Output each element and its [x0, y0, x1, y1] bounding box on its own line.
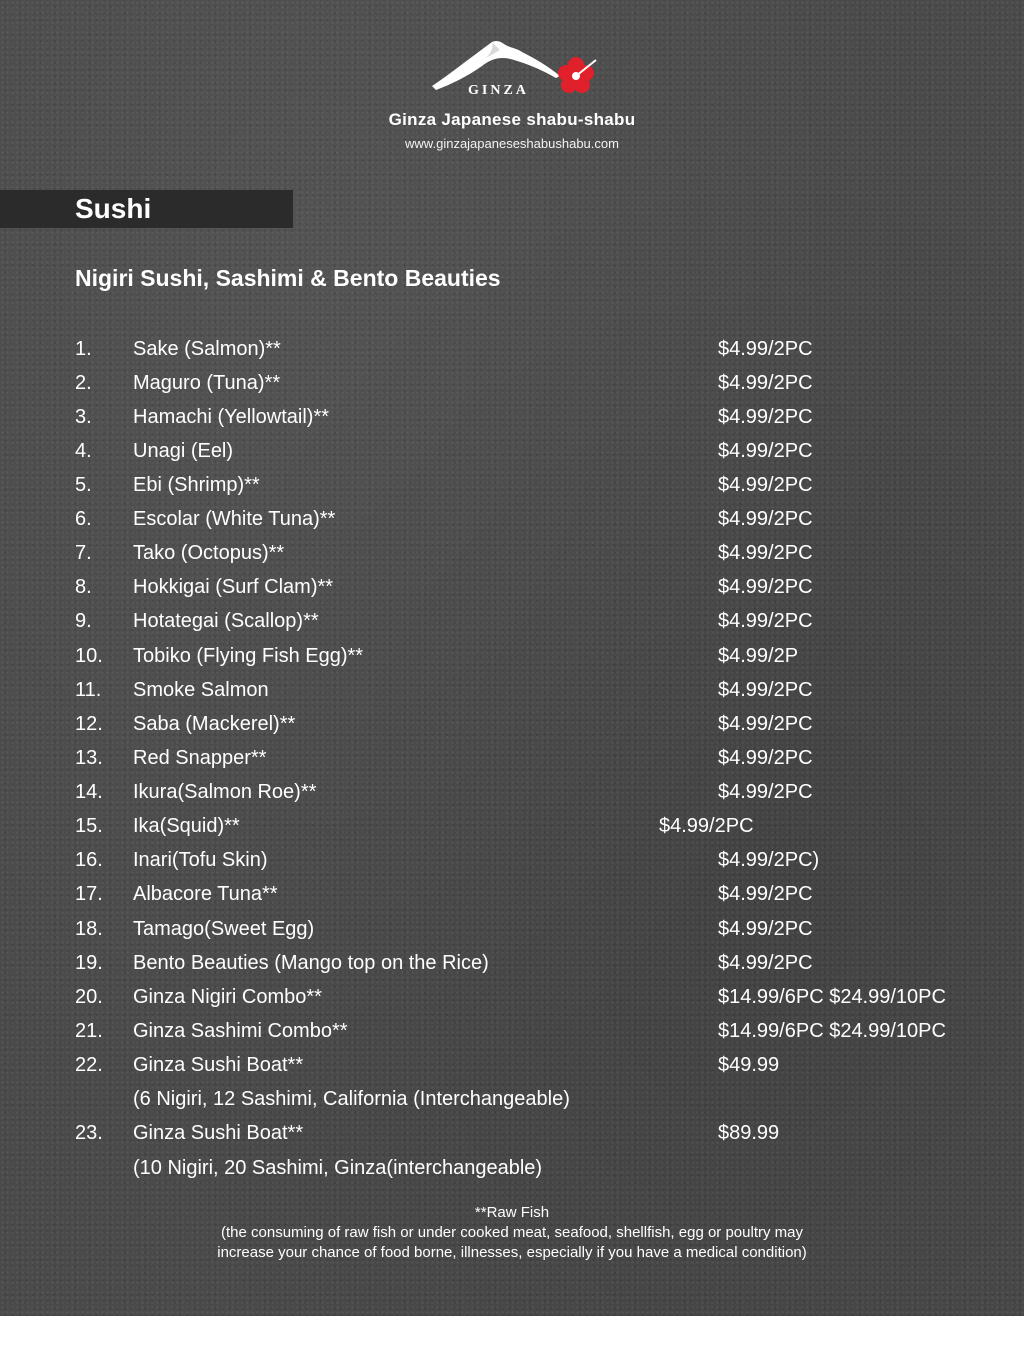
- item-number: 9.: [75, 610, 92, 632]
- menu-item: [0, 813, 1024, 839]
- item-number: 3.: [75, 406, 92, 428]
- item-number: 16.: [75, 849, 103, 871]
- item-name: Saba (Mackerel)**: [133, 713, 296, 735]
- item-number: 20.: [75, 986, 103, 1008]
- menu-item: [0, 677, 1024, 703]
- item-number: 14.: [75, 781, 103, 803]
- menu-item: [0, 574, 1024, 600]
- item-name: Maguro (Tuna)**: [133, 372, 281, 394]
- item-number: 11.: [75, 679, 102, 701]
- menu-item: [0, 779, 1024, 805]
- item-number: 22.: [75, 1054, 103, 1076]
- item-price: $4.99/2PC: [718, 918, 813, 940]
- item-name: Ika(Squid)**: [133, 815, 240, 837]
- item-number: 1.: [75, 338, 92, 360]
- item-name: Albacore Tuna**: [133, 883, 278, 905]
- item-price: $4.99/2PC: [718, 576, 813, 598]
- menu-item: [0, 404, 1024, 430]
- item-number: 19.: [75, 952, 103, 974]
- item-name: Ikura(Salmon Roe)**: [133, 781, 317, 803]
- item-number: 15.: [75, 815, 103, 837]
- item-name: Tobiko (Flying Fish Egg)**: [133, 645, 364, 667]
- item-price: $4.99/2PC: [718, 406, 813, 428]
- item-name: Unagi (Eel): [133, 440, 234, 462]
- item-price: $4.99/2PC: [718, 508, 813, 530]
- item-name: Smoke Salmon: [133, 679, 269, 701]
- menu-item: [0, 745, 1024, 771]
- item-price: $89.99: [718, 1122, 780, 1144]
- menu-item: [0, 847, 1024, 873]
- website-url: www.ginzajapaneseshabushabu.com: [405, 136, 619, 151]
- item-name: Hotategai (Scallop)**: [133, 610, 319, 632]
- item-name: Hamachi (Yellowtail)**: [133, 406, 330, 428]
- item-name: Ginza Nigiri Combo**: [133, 986, 322, 1008]
- item-number: 7.: [75, 542, 92, 564]
- logo-text: GINZA: [468, 83, 529, 98]
- menu-item: [0, 881, 1024, 907]
- item-name: Red Snapper**: [133, 747, 267, 769]
- item-name: Ebi (Shrimp)**: [133, 474, 260, 496]
- footnote-title: **Raw Fish: [474, 1204, 550, 1221]
- item-price: $4.99/2PC: [718, 610, 813, 632]
- item-price: $4.99/2PC: [718, 781, 813, 803]
- item-price: $4.99/2PC: [718, 713, 813, 735]
- item-price: $14.99/6PC $24.99/10PC: [718, 1020, 946, 1042]
- menu-item: [0, 950, 1024, 976]
- item-name: Inari(Tofu Skin): [133, 849, 268, 871]
- item-number: 13.: [75, 747, 103, 769]
- item-name: Ginza Sushi Boat**: [133, 1054, 304, 1076]
- item-name: Ginza Sushi Boat**: [133, 1122, 304, 1144]
- item-price: $4.99/2P: [718, 645, 799, 667]
- menu-item: [0, 643, 1024, 669]
- menu-item: [0, 1120, 1024, 1146]
- item-name: Ginza Sashimi Combo**: [133, 1020, 348, 1042]
- item-number: 6.: [75, 508, 92, 530]
- menu-item: [0, 472, 1024, 498]
- raw-fish-footnote: [0, 1203, 1024, 1263]
- item-number: 12.: [75, 713, 103, 735]
- item-number: 4.: [75, 440, 92, 462]
- item-price: $4.99/2PC: [659, 815, 754, 837]
- section-subtitle: Nigiri Sushi, Sashimi & Bento Beauties: [75, 265, 501, 291]
- item-number: 21.: [75, 1020, 103, 1042]
- item-price: $4.99/2PC: [718, 338, 813, 360]
- item-price: $4.99/2PC: [718, 747, 813, 769]
- item-number: 8.: [75, 576, 92, 598]
- footnote-warning-line-1: (the consuming of raw fish or under cooked meat, seafood, shellfish, egg or poultry may: [221, 1224, 803, 1241]
- item-price: $4.99/2PC: [718, 883, 813, 905]
- item-price: $14.99/6PC $24.99/10PC: [718, 986, 946, 1008]
- menu-item: [0, 608, 1024, 634]
- item-price: $4.99/2PC: [718, 372, 813, 394]
- brand-name: Ginza Japanese shabu-shabu: [388, 110, 636, 129]
- item-price: $4.99/2PC: [718, 952, 813, 974]
- menu-item: [0, 711, 1024, 737]
- section-title: Sushi: [75, 193, 152, 224]
- item-price: $4.99/2PC): [718, 849, 820, 871]
- item-name: Hokkigai (Surf Clam)**: [133, 576, 334, 598]
- item-number: 17.: [75, 883, 103, 905]
- item-price: $49.99: [718, 1054, 780, 1076]
- item-price: $4.99/2PC: [718, 542, 813, 564]
- item-price: $4.99/2PC: [718, 679, 813, 701]
- item-name: Tako (Octopus)**: [133, 542, 285, 564]
- menu-item: [0, 1018, 1024, 1044]
- menu-item: [0, 540, 1024, 566]
- item-name: Bento Beauties (Mango top on the Rice): [133, 952, 489, 974]
- menu-item: [0, 984, 1024, 1010]
- item-note: (6 Nigiri, 12 Sashimi, California (Interchangeable): [133, 1088, 570, 1110]
- menu-item: [0, 370, 1024, 396]
- footnote-warning-line-2: increase your chance of food borne, illnesses, especially if you have a medical condition): [217, 1244, 807, 1261]
- item-price: $4.99/2PC: [718, 474, 813, 496]
- item-number: 23.: [75, 1122, 103, 1144]
- menu-item: [0, 1052, 1024, 1078]
- item-number: 18.: [75, 918, 103, 940]
- item-name: Sake (Salmon)**: [133, 338, 281, 360]
- item-name: Escolar (White Tuna)**: [133, 508, 336, 530]
- menu-item: [0, 336, 1024, 362]
- item-number: 10.: [75, 645, 103, 667]
- item-name: Tamago(Sweet Egg): [133, 918, 315, 940]
- item-number: 2.: [75, 372, 92, 394]
- item-number: 5.: [75, 474, 92, 496]
- item-price: $4.99/2PC: [718, 440, 813, 462]
- menu-item: [0, 506, 1024, 532]
- menu-item: [0, 438, 1024, 464]
- item-note: (10 Nigiri, 20 Sashimi, Ginza(interchangeable): [133, 1157, 543, 1179]
- menu-item: [0, 916, 1024, 942]
